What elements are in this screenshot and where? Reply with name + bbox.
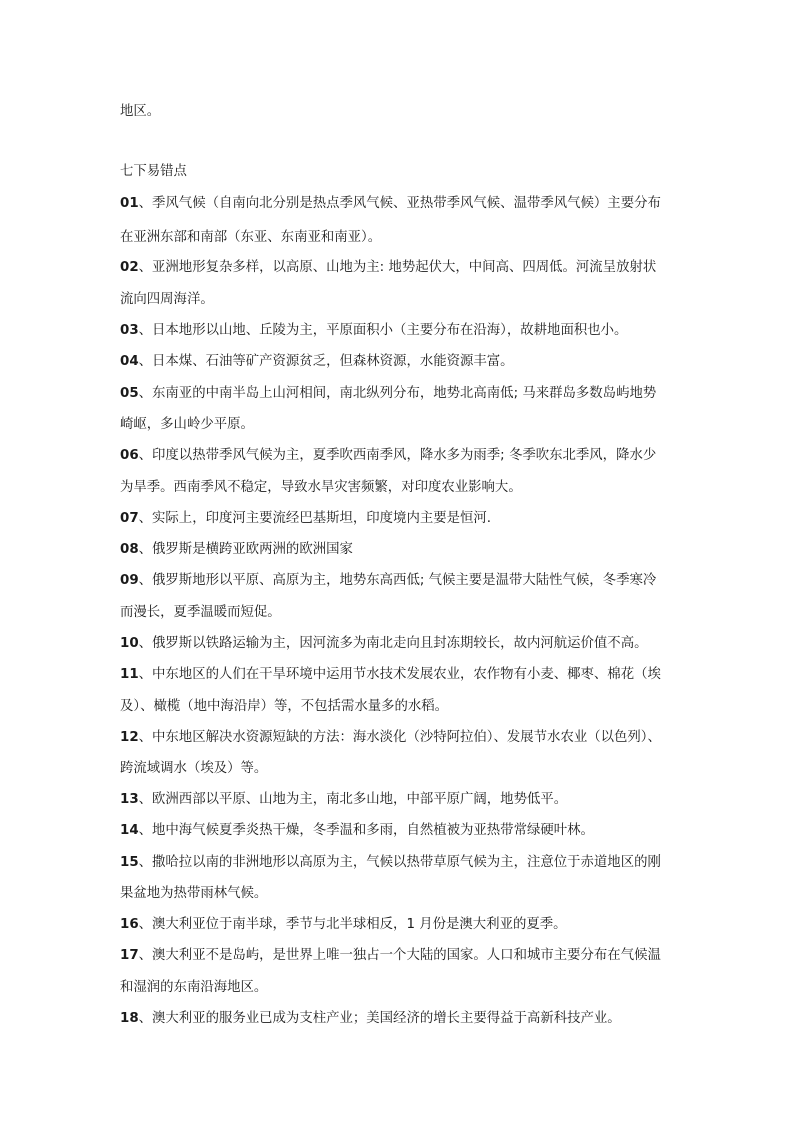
item-number: 08 (120, 542, 139, 557)
item-text: 、实际上，印度河主要流经巴基斯坦，印度境内主要是恒河. (138, 511, 492, 526)
item-text: 及）、橄榄（地中海沿岸）等，不包括需水量多的水稻。 (120, 699, 449, 714)
item-line (120, 885, 267, 903)
item-text: 、中东地区的人们在干旱环境中运用节水技术发展农业，农作物有小麦、椰枣、棉花（埃 (138, 667, 661, 682)
item-line (120, 259, 656, 277)
item-text: 、澳大利亚的服务业已成为支柱产业；美国经济的增长主要得益于高新科技产业。 (138, 1011, 621, 1026)
item-text: 、地中海气候夏季炎热干燥，冬季温和多雨，自然植被为亚热带常绿硬叶林。 (138, 823, 594, 838)
item-line (120, 385, 656, 403)
item-line (120, 604, 281, 622)
item-line (120, 822, 594, 840)
item-line (120, 447, 656, 465)
item-number: 13 (120, 792, 139, 807)
item-line (120, 760, 267, 778)
item-number: 05 (120, 386, 139, 401)
item-text: 跨流域调水（埃及）等。 (120, 761, 268, 776)
item-text: 和湿润的东南沿海地区。 (120, 980, 268, 995)
item-number: 09 (120, 573, 139, 588)
item-text: 、俄罗斯地形以平原、高原为主，地势东高西低; 气候主要是温带大陆性气候，冬季寒冷 (138, 573, 657, 588)
item-text: 、俄罗斯以铁路运输为主，因河流多为南北走向且封冻期较长，故内河航运价值不高。 (138, 636, 648, 651)
lead-line: 地区。 (120, 104, 161, 119)
item-text: 、欧洲西部以平原、山地为主，南北多山地，中部平原广阔，地势低平。 (138, 792, 568, 807)
item-number: 15 (120, 855, 139, 870)
item-line (120, 322, 627, 340)
item-line (120, 916, 567, 934)
item-line (120, 510, 491, 528)
item-text: 为旱季。西南季风不稳定，导致水旱灾害频繁，对印度农业影响大。 (120, 480, 522, 495)
item-line (120, 666, 661, 684)
item-number: 06 (120, 448, 139, 463)
item-text: 、澳大利亚位于南半球，季节与北半球相反，1 月份是澳大利亚的夏季。 (138, 917, 567, 932)
item-text: 、撒哈拉以南的非洲地形以高原为主，气候以热带草原气候为主，注意位于赤道地区的刚 (138, 855, 661, 870)
item-line (120, 195, 661, 213)
item-number: 03 (120, 323, 139, 338)
item-text: 、俄罗斯是横跨亚欧两洲的欧洲国家 (138, 542, 353, 557)
item-text: 而漫长，夏季温暖而短促。 (120, 605, 281, 620)
item-text: 、日本煤、石油等矿产资源贫乏，但森林资源，水能资源丰富。 (138, 354, 514, 369)
item-line (120, 635, 647, 653)
item-number: 07 (120, 511, 139, 526)
item-number: 18 (120, 1011, 139, 1026)
item-line (120, 947, 661, 965)
item-text: 崎岖，多山岭少平原。 (120, 417, 254, 432)
item-line (120, 729, 661, 747)
item-line (120, 791, 567, 809)
item-number: 14 (120, 823, 139, 838)
item-number: 16 (120, 917, 139, 932)
item-line (120, 479, 522, 497)
item-number: 11 (120, 667, 139, 682)
item-text: 、季风气候（自南向北分别是热点季风气候、亚热带季风气候、温带季风气候）主要分布 (138, 196, 661, 211)
item-number: 17 (120, 948, 139, 963)
item-line (120, 979, 267, 997)
item-line (120, 229, 381, 247)
item-text: 、日本地形以山地、丘陵为主，平原面积小（主要分布在沿海），故耕地面积也小。 (138, 323, 628, 338)
item-line (120, 854, 661, 872)
section-heading: 七下易错点 (120, 164, 187, 179)
item-number: 12 (120, 730, 139, 745)
item-text: 、印度以热带季风气候为主，夏季吹西南季风，降水多为雨季; 冬季吹东北季风，降水少 (138, 448, 657, 463)
item-line (120, 698, 448, 716)
item-line (120, 541, 353, 559)
item-text: 、东南亚的中南半岛上山河相间，南北纵列分布，地势北高南低; 马来群岛多数岛屿地势 (138, 386, 657, 401)
item-text: 流向四周海洋。 (120, 292, 214, 307)
item-text: 、亚洲地形复杂多样，以高原、山地为主: 地势起伏大，中间高、四周低。河流呈放射状 (138, 260, 657, 275)
item-number: 04 (120, 354, 139, 369)
item-line (120, 1010, 621, 1028)
item-number: 01 (120, 196, 139, 211)
item-text: 在亚洲东部和南部（东亚、东南亚和南亚）。 (120, 230, 382, 245)
item-text: 、澳大利亚不是岛屿，是世界上唯一独占一个大陆的国家。人口和城市主要分布在气候温 (138, 948, 661, 963)
item-text: 、中东地区解决水资源短缺的方法：海水淡化（沙特阿拉伯）、发展节水农业（以色列）、 (138, 730, 661, 745)
item-line (120, 353, 514, 371)
item-line (120, 572, 656, 590)
item-text: 果盆地为热带雨林气候。 (120, 886, 268, 901)
item-number: 10 (120, 636, 139, 651)
item-line (120, 291, 214, 309)
item-line (120, 416, 254, 434)
item-number: 02 (120, 260, 139, 275)
